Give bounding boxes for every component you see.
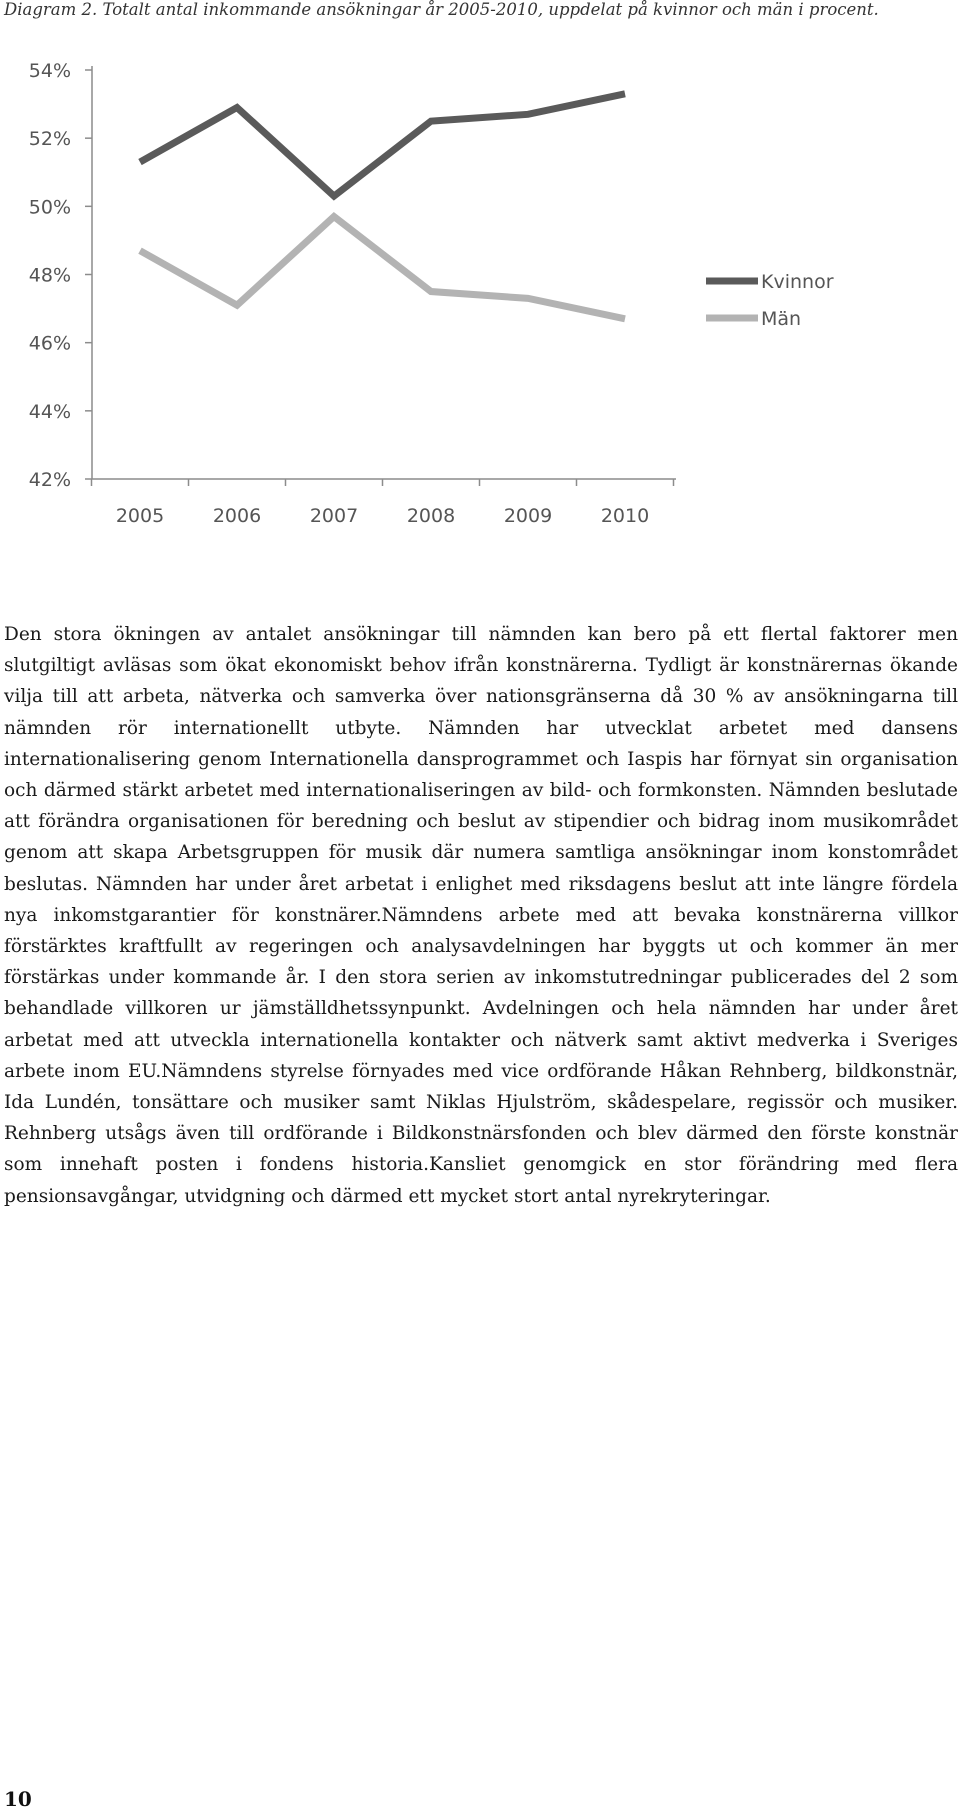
x-tick-label: 2005 <box>115 505 165 527</box>
legend-label-kvinnor: Kvinnor <box>761 271 834 293</box>
chart-canvas <box>0 40 960 550</box>
y-tick-label: 42% <box>28 469 71 491</box>
y-tick-label: 46% <box>28 332 71 355</box>
y-tick-label: 48% <box>28 264 71 287</box>
x-axis <box>92 479 677 527</box>
body-paragraph: Den stora ökningen av antalet ansökningar till nämnden kan bero på ett flertal faktorer men slutgiltigt avläsas som ökat ekonomiskt behov ifrån konstnärerna. Tydligt är konstnärernas ökande vilja till att arbeta, nätverka och samverka över nationsgränserna då 30 % av ansökningarna till nämnden rör internationellt utbyte. Nämnden har utvecklat arbetet med dansens internationalisering genom Internationella dansprogrammet och Iaspis har förnyat sin organisation och därmed stärkt arbetet med internationaliseringen av bild- och formkonsten. Nämnden beslutade att förändra organisationen för beredning och beslut av stipendier och bidrag inom musikområdet genom att skapa Arbetsgruppen för musik där numera samtliga ansökningar inom konstområdet beslutas. Nämnden har under året arbetat i enlighet med riksdagens beslut att inte längre fördela nya inkomstgarantier för konstnärer.Nämndens arbete med att bevaka konstnärerna villkor förstärktes kraftfullt av regeringen och analysavdelningen har byggts ut och kommer än mer förstärkas under kommande år. I den stora serien av inkomstutredningar publicerades del 2 som behandlade villkoren ur jämställdhetssynpunkt. Avdelningen och hela nämnden har under året arbetat med att utveckla internationella kontakter och nätverk samt aktivt medverka i Sveriges arbete inom EU.Nämndens styrelse förnyades med vice ordförande Håkan Rehnberg, bildkonstnär, Ida Lundén, tonsättare och musiker samt Niklas Hjulström, skådespelare, regissör och musiker. Rehnberg utsågs även till ordförande i Bildkonstnärsfonden och blev därmed den förste konstnär som innehaft posten i fondens historia.Kansliet genomgick en stor förändring med flera pensionsavgångar, utvidgning och därmed ett mycket stort antal nyrekryteringar. <box>4 624 958 1207</box>
line-chart <box>0 40 960 550</box>
y-tick-label: 50% <box>28 196 71 219</box>
x-tick-label: 2007 <box>309 505 359 527</box>
legend <box>706 271 834 330</box>
page-number: 10 <box>4 1787 32 1811</box>
series-line-m-n <box>140 217 625 319</box>
legend-label-m-n: Män <box>761 308 802 330</box>
x-tick-label: 2009 <box>503 505 553 527</box>
x-tick-label: 2008 <box>406 505 456 527</box>
x-tick-label: 2010 <box>600 505 650 527</box>
y-axis <box>29 60 92 491</box>
y-tick-label: 54% <box>28 60 71 82</box>
y-tick-label: 44% <box>28 400 71 423</box>
series-lines <box>140 94 625 319</box>
x-tick-label: 2006 <box>212 505 262 527</box>
body-paragraph-container <box>4 619 958 1212</box>
series-line-kvinnor <box>140 94 625 196</box>
figure-caption: Diagram 2. Totalt antal inkommande ansökningar år 2005-2010, uppdelat på kvinnor och män i procent. <box>4 0 879 19</box>
y-tick-label: 52% <box>28 128 71 151</box>
